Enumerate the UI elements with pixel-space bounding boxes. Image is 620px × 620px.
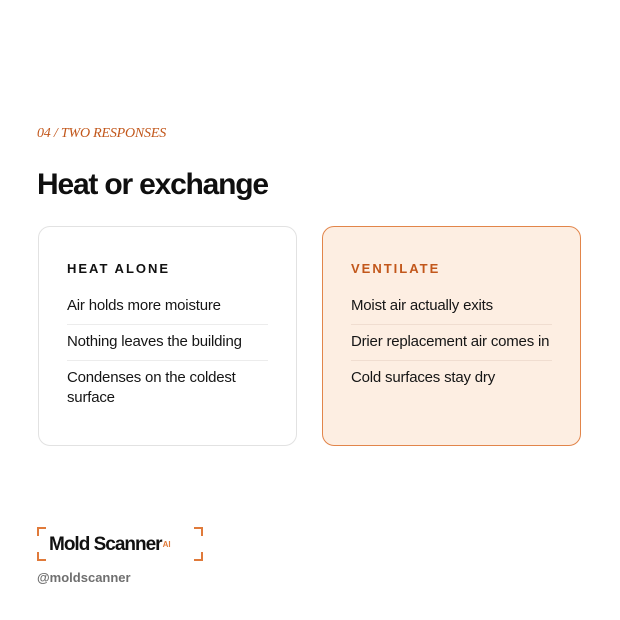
list-item: Air holds more moisture — [67, 289, 268, 325]
brand-name — [49, 534, 171, 556]
corner-bracket-icon — [37, 527, 46, 536]
list-item: Nothing leaves the building — [67, 325, 268, 361]
ventilate-card — [322, 226, 581, 446]
card-label: VENTILATE — [351, 261, 441, 276]
page-title: Heat or exchange — [37, 168, 268, 201]
social-handle: @moldscanner — [37, 570, 131, 585]
brand-logo — [37, 527, 203, 561]
corner-bracket-icon — [194, 527, 203, 536]
card-label: HEAT ALONE — [67, 261, 171, 276]
corner-bracket-icon — [37, 552, 46, 561]
section-eyebrow: 04 / TWO RESPONSES — [37, 126, 167, 141]
list-item: Condenses on the coldest surface — [67, 369, 236, 406]
heat-alone-card — [38, 226, 297, 446]
list-item: Drier replacement air comes in — [351, 325, 552, 361]
list-item: Moist air actually exits — [351, 289, 552, 325]
list-item: Cold surfaces stay dry — [351, 369, 495, 386]
card-list — [351, 289, 552, 396]
brand-ai-badge: AI — [162, 540, 171, 549]
corner-bracket-icon — [194, 552, 203, 561]
brand-wordmark: Mold Scanner — [49, 534, 162, 555]
card-list — [67, 289, 268, 416]
